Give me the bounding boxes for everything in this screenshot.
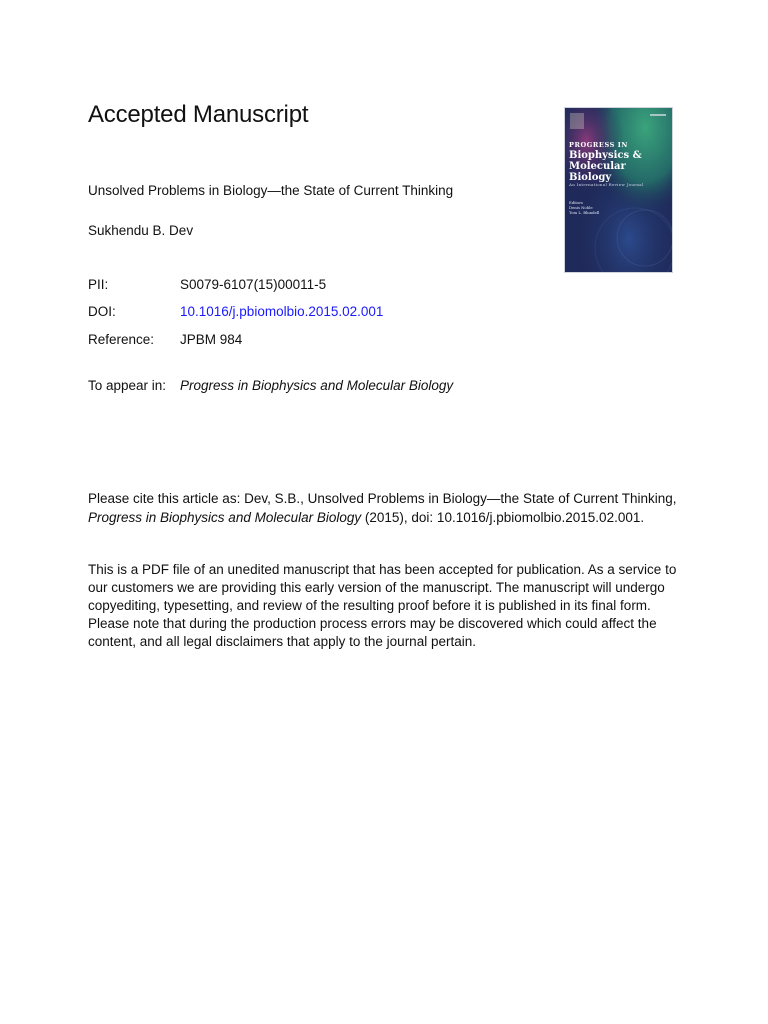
journal-cover-image [564,107,673,273]
doi-link[interactable]: 10.1016/j.pbiomolbio.2015.02.001 [180,304,384,319]
cover-editors [569,200,599,215]
cover-artwork [565,108,672,272]
article-title: Unsolved Problems in Biology—the State of Current Thinking [88,183,454,198]
pii-label: PII: [88,277,109,292]
cover-editors-label: Editors [569,200,583,205]
appear-label: To appear in: [88,378,167,393]
cover-line-2: Biophysics & Molecular Biology [569,150,642,183]
doi-label: DOI: [88,304,116,319]
citation-paragraph [88,489,688,527]
article-author: Sukhendu B. Dev [88,223,194,238]
cover-editor-2: Tom L. Blundell [569,210,600,215]
pii-value: S0079-6107(15)00011-5 [180,277,327,292]
citation-suffix: (2015), doi: 10.1016/j.pbiomolbio.2015.02.001. [361,510,645,525]
cover-line-1: PROGRESS IN [569,141,628,149]
citation-journal: Progress in Biophysics and Molecular Biology [88,510,362,525]
page-heading: Accepted Manuscript [88,101,309,128]
manuscript-notice: This is a PDF file of an unedited manuscript that has been accepted for publication. As a service to our customers we are providing this early version of the manuscript. The manuscript will undergo copyediting, typesetting, and review of the resulting proof before it is published in its final form. Please note that during the production process errors may be discovered which could affect the content, and all legal disclaimers that apply to the journal pertain. [88,562,677,649]
reference-label: Reference: [88,332,155,347]
appear-value: Progress in Biophysics and Molecular Biology [180,378,454,393]
cover-editor-1: Denis Noble [569,205,593,210]
reference-value: JPBM 984 [180,332,243,347]
citation-prefix: Please cite this article as: Dev, S.B., Unsolved Problems in Biology—the State of Current Thinking, [88,491,677,506]
cover-line-3: An International Review Journal [569,182,644,187]
